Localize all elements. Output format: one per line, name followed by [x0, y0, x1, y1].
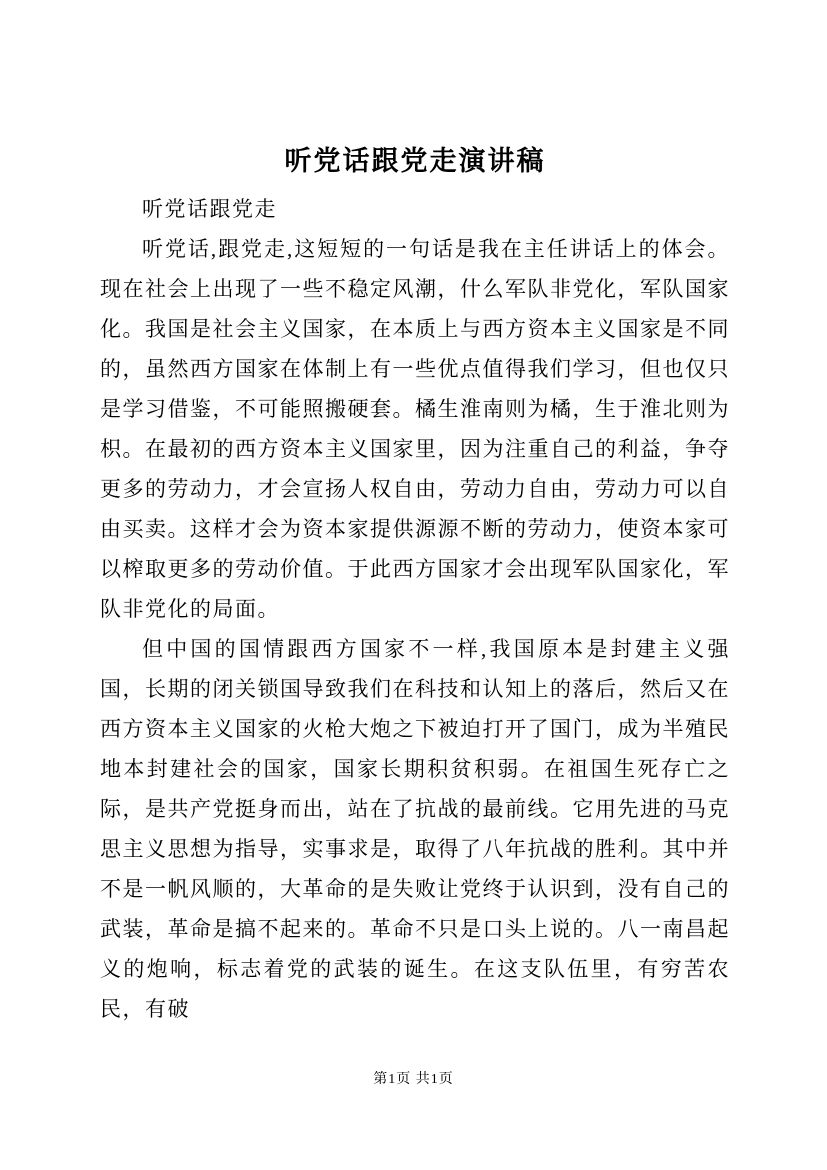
document-title: 听党话跟党走演讲稿	[284, 146, 546, 176]
page-number-footer: 第1页 共1页	[373, 1072, 454, 1087]
paragraph: 但中国的国情跟西方国家不一样,我国原本是封建主义强国，长期的闭关锁国导致我们在科技和认知上的落后，然后又在西方资本主义国家的火枪大炮之下被迫打开了国门，成为半殖民地本封建社会的国家，国家长期积贫积弱。在祖国生死存亡之际，是共产党挺身而出，站在了抗战的最前线。它用先进的马克思主义思想为指导，实事求是，取得了八年抗战的胜利。其中并不是一帆风顺的，大革命的是失败让党终于认识到，没有自己的武装，革命是搞不起来的。革命不只是口头上说的。八一南昌起义的炮响，标志着党的武装的诞生。在这支队伍里，有穷苦农民，有破	[100, 637, 730, 1021]
paragraph: 听党话,跟党走,这短短的一句话是我在主任讲话上的体会。现在社会上出现了一些不稳定风潮，什么军队非党化，军队国家化。我国是社会主义国家，在本质上与西方资本主义国家是不同的，虽然西方国家在体制上有一些优点值得我们学习，但也仅只是学习借鉴，不可能照搬硬套。橘生淮南则为橘，生于淮北则为枳。在最初的西方资本主义国家里，因为注重自己的利益，争夺更多的劳动力，才会宣扬人权自由，劳动力自由，劳动力可以自由买卖。这样才会为资本家提供源源不断的劳动力，使资本家可以榨取更多的劳动价值。于此西方国家才会出现军队国家化，军队非党化的局面。	[100, 237, 730, 621]
document-body	[100, 143, 730, 1029]
document-subtitle: 听党话跟党走	[142, 197, 277, 221]
